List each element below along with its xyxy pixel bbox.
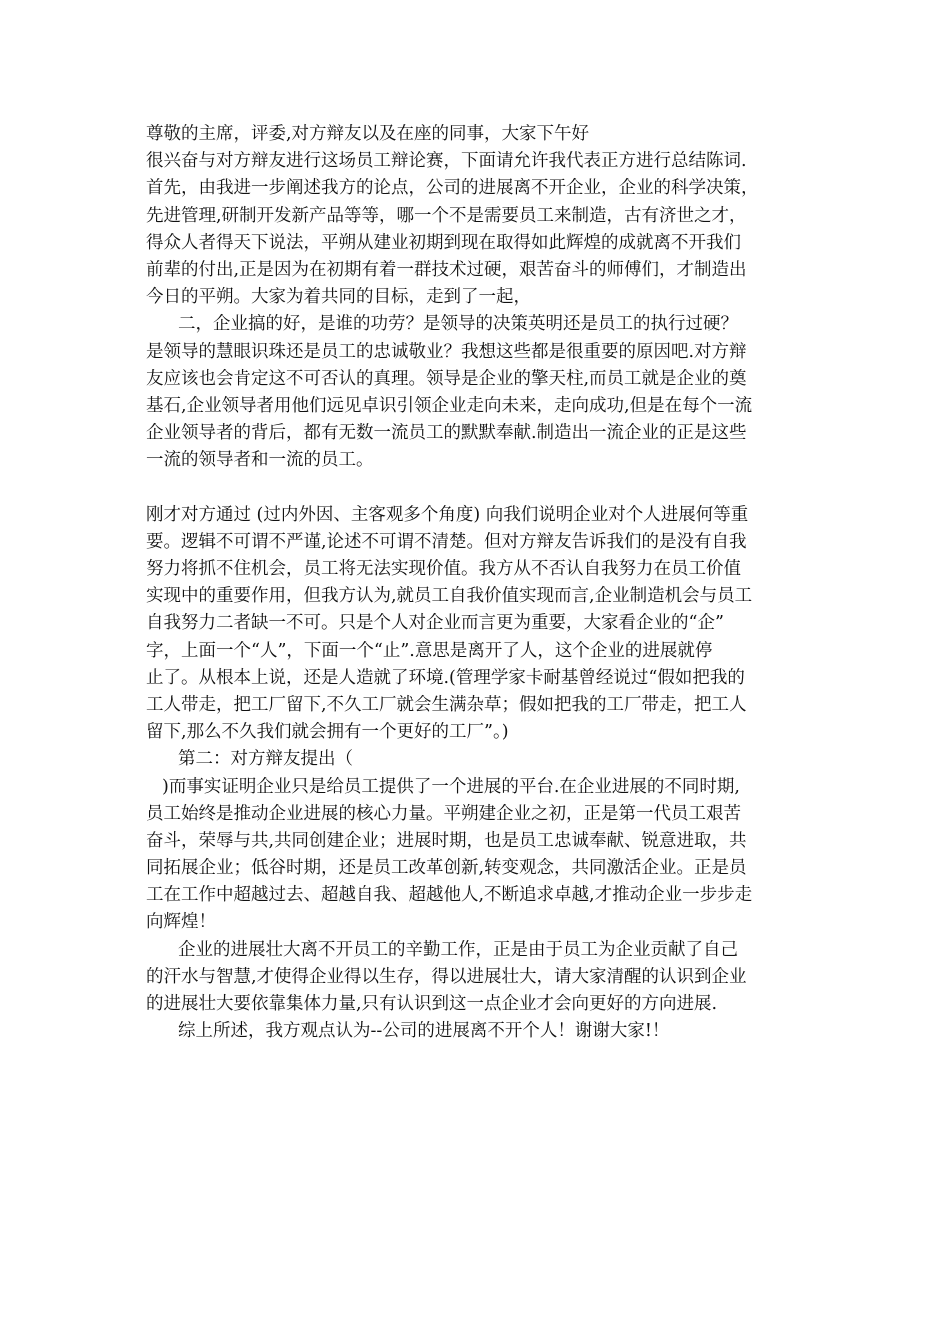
text-line: 奋斗，荣辱与共,共同创建企业；进展时期，也是员工忠诚奉献、锐意进取，共 — [146, 830, 747, 851]
text-line: 前辈的付出,正是因为在初期有着一群技术过硬，艰苦奋斗的师傅们，才制造出 — [146, 259, 747, 280]
text-line: 企业领导者的背后，都有无数一流员工的默默奉献.制造出一流企业的正是这些 — [146, 423, 747, 444]
text-line: 的汗水与智慧,才使得企业得以生存，得以进展壮大，请大家清醒的认识到企业 — [146, 966, 747, 987]
text-line: 一流的领导者和一流的员工。 — [146, 450, 374, 471]
text-line: 刚才对方通过 (过内外因、主客观多个角度) 向我们说明企业对个人进展何等重 — [146, 504, 749, 525]
text-line: 首先，由我进一步阐述我方的论点，公司的进展离不开企业，企业的科学决策， — [146, 178, 759, 199]
text-line: 企业的进展壮大离不开员工的辛勤工作，正是由于员工为企业贡献了自己 — [178, 939, 738, 960]
text-line: 努力将抓不住机会，员工将无法实现价值。我方从不否认自我努力在员工价值 — [146, 559, 741, 579]
text-line: 是领导的慧眼识珠还是员工的忠诚敬业？我想这些都是很重要的原因吧.对方辩 — [146, 341, 747, 362]
text-line: 二，企业搞的好，是谁的功劳？是领导的决策英明还是员工的执行过硬？ — [178, 314, 738, 335]
text-line: 的进展壮大要依靠集体力量,只有认识到这一点企业才会向更好的方向进展. — [146, 994, 718, 1014]
text-line: 同拓展企业；低谷时期，还是员工改革创新,转变观念，共同激活企业。正是员 — [146, 858, 747, 879]
text-line: 今日的平朔。大家为着共同的目标，走到了一起， — [146, 287, 531, 308]
text-line: 自我努力二者缺一不可。只是个人对企业而言更为重要，大家看企业的“企” — [146, 613, 724, 634]
text-line: 友应该也会肯定这不可否认的真理。领导是企业的擎天柱,而员工就是企业的奠 — [146, 368, 747, 389]
text-line: 得众人者得天下说法，平朔从建业初期到现在取得如此辉煌的成就离不开我们 — [146, 232, 741, 253]
text-line: 止了。从根本上说，还是人造就了环境.(管理学家卡耐基曾经说过“假如把我的 — [146, 667, 745, 688]
text-line: 先进管理,研制开发新产品等等，哪一个不是需要员工来制造，古有济世之才， — [146, 205, 747, 226]
text-line: 员工始终是推动企业进展的核心力量。平朔建企业之初，正是第一代员工艰苦 — [146, 803, 741, 824]
text-line: 第二：对方辩友提出（ — [178, 749, 353, 770]
text-line: 留下,那么不久我们就会拥有一个更好的工厂”。) — [146, 722, 509, 743]
text-line: 工在工作中超越过去、超越自我、超越他人,不断追求卓越,才推动企业一步步走 — [146, 885, 753, 906]
text-line: 向辉煌！ — [146, 912, 216, 933]
document-body — [146, 121, 816, 1045]
text-line: 基石,企业领导者用他们远见卓识引领企业走向未来，走向成功,但是在每个一流 — [146, 395, 753, 416]
text-line: 尊敬的主席，评委,对方辩友以及在座的同事，大家下午好 — [146, 124, 590, 144]
blank-line — [146, 474, 816, 501]
text-line: 工人带走，把工厂留下,不久工厂就会生满杂草；假如把我的工厂带走，把工人 — [146, 694, 747, 715]
text-line: 字，上面一个“人”，下面一个“止”.意思是离开了人，这个企业的进展就停 — [146, 640, 713, 661]
text-line: )而事实证明企业只是给员工提供了一个进展的平台.在企业进展的不同时期, — [162, 776, 740, 797]
text-line: 综上所述，我方观点认为--公司的进展离不开个人！谢谢大家!！ — [178, 1021, 670, 1042]
text-line: 要。逻辑不可谓不严谨,论述不可谓不清楚。但对方辩友告诉我们的是没有自我 — [146, 531, 747, 552]
text-line: 很兴奋与对方辩友进行这场员工辩论赛，下面请允许我代表正方进行总结陈词. — [146, 151, 747, 172]
text-line: 实现中的重要作用，但我方认为,就员工自我价值实现而言,企业制造机会与员工 — [146, 586, 753, 607]
